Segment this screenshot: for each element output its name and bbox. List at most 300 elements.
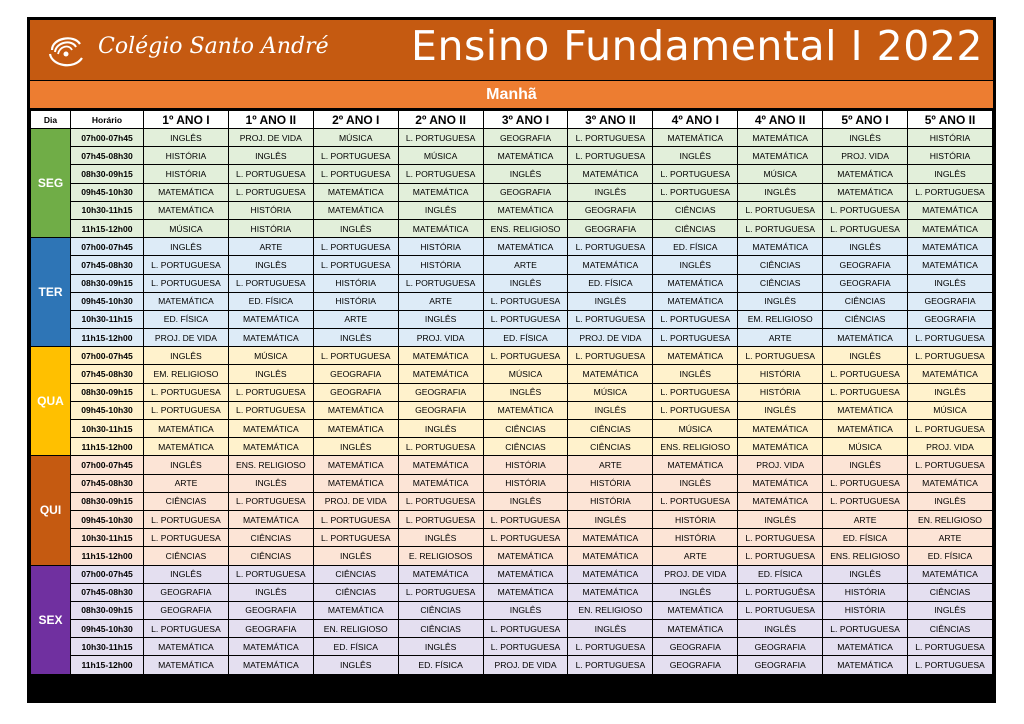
subject-cell: GEOGRAFIA	[144, 601, 229, 619]
subject-cell: HISTÓRIA	[908, 147, 993, 165]
day-label: TER	[31, 238, 71, 347]
table-row	[31, 238, 993, 256]
subject-cell: MATEMÁTICA	[738, 129, 823, 147]
subject-cell: MATEMÁTICA	[908, 201, 993, 219]
subject-cell: GEOGRAFIA	[144, 583, 229, 601]
subject-cell: MÚSICA	[313, 129, 398, 147]
day-label: SEX	[31, 565, 71, 674]
time-slot: 07h00-07h45	[71, 238, 144, 256]
subject-cell: INGLÊS	[313, 547, 398, 565]
subject-cell: MATEMÁTICA	[144, 438, 229, 456]
subject-cell: L. PORTUGUESA	[398, 165, 483, 183]
subject-cell: CIÊNCIAS	[738, 256, 823, 274]
time-slot: 09h45-10h30	[71, 510, 144, 528]
subject-cell: L. PORTUGUESA	[908, 456, 993, 474]
subject-cell: ENS. RELIGIOSO	[228, 456, 313, 474]
subject-cell: GEOGRAFIA	[823, 274, 908, 292]
subject-cell: GEOGRAFIA	[653, 638, 738, 656]
subject-cell: L. PORTUGUESA	[568, 129, 653, 147]
subject-cell: L. PORTUGUESA	[738, 529, 823, 547]
subject-cell: PROJ. DE VIDA	[228, 129, 313, 147]
subject-cell: MATEMÁTICA	[738, 492, 823, 510]
schedule-frame	[27, 17, 996, 703]
subject-cell: L. PORTUGUESA	[228, 274, 313, 292]
subject-cell: MATEMÁTICA	[398, 456, 483, 474]
table-row	[31, 601, 993, 619]
subject-cell: MÚSICA	[483, 365, 568, 383]
subject-cell: MATEMÁTICA	[908, 474, 993, 492]
subject-cell: L. PORTUGUESA	[144, 510, 229, 528]
subject-cell: MATEMÁTICA	[568, 165, 653, 183]
subject-cell: ED. FÍSICA	[483, 329, 568, 347]
class-column-header: 3º ANO II	[568, 111, 653, 129]
subject-cell: CIÊNCIAS	[653, 219, 738, 237]
subject-cell: GEOGRAFIA	[398, 383, 483, 401]
subject-cell: INGLÊS	[313, 329, 398, 347]
table-row	[31, 347, 993, 365]
subject-cell: L. PORTUGUESA	[568, 310, 653, 328]
subject-cell: HISTÓRIA	[144, 165, 229, 183]
timetable-body	[31, 129, 993, 675]
subject-cell: MATEMÁTICA	[823, 420, 908, 438]
subject-cell: L. PORTUGUESA	[568, 656, 653, 674]
subject-cell: INGLÊS	[823, 565, 908, 583]
subject-cell: L. PORTUGUESA	[313, 238, 398, 256]
subject-cell: ARTE	[653, 547, 738, 565]
subject-cell: MATEMÁTICA	[823, 656, 908, 674]
subject-cell: MATEMÁTICA	[398, 347, 483, 365]
subject-cell: MÚSICA	[568, 383, 653, 401]
time-slot: 08h30-09h15	[71, 383, 144, 401]
subject-cell: MATEMÁTICA	[568, 365, 653, 383]
subject-cell: L. PORTUGUESA	[313, 165, 398, 183]
table-row	[31, 183, 993, 201]
subject-cell: L. PORTUGUESA	[908, 656, 993, 674]
subject-cell: MATEMÁTICA	[483, 583, 568, 601]
subject-cell: MATEMÁTICA	[144, 292, 229, 310]
time-slot: 09h45-10h30	[71, 620, 144, 638]
subject-cell: CIÊNCIAS	[313, 583, 398, 601]
subject-cell: L. PORTUGUESA	[653, 401, 738, 419]
subject-cell: MATEMÁTICA	[908, 365, 993, 383]
subject-cell: L. PORTUGUESA	[823, 383, 908, 401]
subject-cell: MATEMÁTICA	[653, 347, 738, 365]
subject-cell: PROJ. VIDA	[908, 438, 993, 456]
subject-cell: INGLÊS	[144, 129, 229, 147]
subject-cell: MATEMÁTICA	[228, 638, 313, 656]
subject-cell: L. PORTUGUESA	[908, 347, 993, 365]
subject-cell: HISTÓRIA	[823, 583, 908, 601]
subject-cell: HISTÓRIA	[398, 256, 483, 274]
subject-cell: MATEMÁTICA	[823, 401, 908, 419]
subject-cell: INGLÊS	[313, 219, 398, 237]
subject-cell: MÚSICA	[823, 438, 908, 456]
subject-cell: INGLÊS	[398, 310, 483, 328]
subject-cell: INGLÊS	[653, 583, 738, 601]
class-column-header: 2º ANO II	[398, 111, 483, 129]
subject-cell: GEOGRAFIA	[823, 256, 908, 274]
subject-cell: L. PORTUGUESA	[398, 492, 483, 510]
subject-cell: HISTÓRIA	[653, 510, 738, 528]
subject-cell: ARTE	[144, 474, 229, 492]
subject-cell: CIÊNCIAS	[483, 438, 568, 456]
subject-cell: MATEMÁTICA	[483, 201, 568, 219]
subject-cell: MATEMÁTICA	[144, 201, 229, 219]
subject-cell: MATEMÁTICA	[144, 183, 229, 201]
time-slot: 07h45-08h30	[71, 583, 144, 601]
subject-cell: MATEMÁTICA	[568, 529, 653, 547]
subject-cell: L. PORTUGUESA	[483, 292, 568, 310]
subject-cell: HISTÓRIA	[228, 201, 313, 219]
table-row	[31, 310, 993, 328]
subject-cell: L. PORTUGUESA	[228, 492, 313, 510]
subject-cell: INGLÊS	[568, 292, 653, 310]
table-row	[31, 274, 993, 292]
time-slot: 07h00-07h45	[71, 347, 144, 365]
subject-cell: L. PORTUGUESA	[823, 474, 908, 492]
class-column-header: 3º ANO I	[483, 111, 568, 129]
subject-cell: ED. FÍSICA	[908, 547, 993, 565]
header-banner	[30, 20, 993, 80]
subject-cell: CIÊNCIAS	[228, 547, 313, 565]
subject-cell: MATEMÁTICA	[738, 147, 823, 165]
subject-cell: L. PORTUGUESA	[738, 201, 823, 219]
subject-cell: EM. RELIGIOSO	[738, 310, 823, 328]
subject-cell: L. PORTUGUESA	[908, 638, 993, 656]
subject-cell: MATEMÁTICA	[568, 565, 653, 583]
subject-cell: GEOGRAFIA	[738, 656, 823, 674]
subject-cell: INGLÊS	[738, 183, 823, 201]
class-column-header: 5º ANO II	[908, 111, 993, 129]
subject-cell: L. PORTUGUESA	[398, 274, 483, 292]
subject-cell: ARTE	[398, 292, 483, 310]
time-slot: 08h30-09h15	[71, 274, 144, 292]
table-row	[31, 547, 993, 565]
table-row	[31, 401, 993, 419]
subject-cell: GEOGRAFIA	[313, 383, 398, 401]
subject-cell: MATEMÁTICA	[483, 238, 568, 256]
subject-cell: ENS. RELIGIOSO	[653, 438, 738, 456]
table-row	[31, 620, 993, 638]
subject-cell: ARTE	[738, 329, 823, 347]
subject-cell: GEOGRAFIA	[568, 219, 653, 237]
table-row	[31, 219, 993, 237]
subject-cell: INGLÊS	[823, 129, 908, 147]
subject-cell: INGLÊS	[823, 347, 908, 365]
table-row	[31, 420, 993, 438]
subject-cell: L. PORTUGUESA	[568, 347, 653, 365]
subject-cell: INGLÊS	[483, 274, 568, 292]
table-row	[31, 510, 993, 528]
subject-cell: MÚSICA	[398, 147, 483, 165]
subject-cell: CIÊNCIAS	[398, 601, 483, 619]
subject-cell: EN. RELIGIOSO	[568, 601, 653, 619]
subject-cell: MATEMÁTICA	[144, 420, 229, 438]
subject-cell: L. PORTUGUESA	[653, 329, 738, 347]
time-slot: 08h30-09h15	[71, 492, 144, 510]
subject-cell: CIÊNCIAS	[568, 420, 653, 438]
subject-cell: ED. FÍSICA	[738, 565, 823, 583]
subject-cell: INGLÊS	[823, 238, 908, 256]
subject-cell: MATEMÁTICA	[653, 274, 738, 292]
subject-cell: MÚSICA	[908, 401, 993, 419]
table-row	[31, 565, 993, 583]
subject-cell: INGLÊS	[908, 165, 993, 183]
subject-cell: MATEMÁTICA	[483, 547, 568, 565]
subject-cell: MATEMÁTICA	[653, 129, 738, 147]
subject-cell: ARTE	[313, 310, 398, 328]
subject-cell: L. PORTUGUESA	[228, 401, 313, 419]
subject-cell: INGLÊS	[653, 256, 738, 274]
subject-cell: L. PORTUGUESA	[483, 620, 568, 638]
day-label: QUI	[31, 456, 71, 565]
subject-cell: L. PORTUGUESA	[144, 383, 229, 401]
subject-cell: L. PORTUGUESA	[398, 129, 483, 147]
subject-cell: MATEMÁTICA	[313, 201, 398, 219]
subject-cell: L. PORTUGUESA	[483, 310, 568, 328]
subject-cell: GEOGRAFIA	[313, 365, 398, 383]
subject-cell: INGLÊS	[483, 492, 568, 510]
class-column-header: 5º ANO I	[823, 111, 908, 129]
subject-cell: L. PORTUGUESA	[144, 529, 229, 547]
subject-cell: INGLÊS	[228, 256, 313, 274]
subject-cell: L. PORTUGUESA	[823, 219, 908, 237]
subject-cell: CIÊNCIAS	[144, 547, 229, 565]
table-header-row	[31, 111, 993, 129]
subject-cell: L. PORTUGUESA	[568, 147, 653, 165]
time-slot: 10h30-11h15	[71, 420, 144, 438]
subject-cell: MATEMÁTICA	[313, 183, 398, 201]
subject-cell: L. PORTUGUESA	[823, 620, 908, 638]
subject-cell: INGLÊS	[228, 474, 313, 492]
timetable	[30, 110, 993, 675]
subject-cell: HISTÓRIA	[144, 147, 229, 165]
class-column-header: 1º ANO II	[228, 111, 313, 129]
subject-cell: HISTÓRIA	[653, 529, 738, 547]
subject-cell: HISTÓRIA	[738, 365, 823, 383]
subject-cell: MATEMÁTICA	[313, 474, 398, 492]
subject-cell: L. PORTUGUESA	[313, 510, 398, 528]
subject-cell: PROJ. VIDA	[738, 456, 823, 474]
subject-cell: CIÊNCIAS	[908, 620, 993, 638]
subject-cell: PROJ. DE VIDA	[653, 565, 738, 583]
subject-cell: INGLÊS	[908, 383, 993, 401]
subject-cell: INGLÊS	[823, 456, 908, 474]
subject-cell: CIÊNCIAS	[738, 274, 823, 292]
table-row	[31, 165, 993, 183]
subject-cell: MATEMÁTICA	[908, 219, 993, 237]
subject-cell: ED. FÍSICA	[313, 638, 398, 656]
subject-cell: MATEMÁTICA	[483, 147, 568, 165]
time-slot: 09h45-10h30	[71, 401, 144, 419]
subject-cell: MATEMÁTICA	[398, 474, 483, 492]
day-column-header: Dia	[31, 111, 71, 129]
subject-cell: PROJ. DE VIDA	[313, 492, 398, 510]
subject-cell: INGLÊS	[653, 147, 738, 165]
subject-cell: INGLÊS	[483, 165, 568, 183]
day-label: QUA	[31, 347, 71, 456]
subject-cell: CIÊNCIAS	[398, 620, 483, 638]
subject-cell: L. PORTUGUESA	[738, 347, 823, 365]
subject-cell: PROJ. DE VIDA	[483, 656, 568, 674]
time-slot: 10h30-11h15	[71, 201, 144, 219]
subject-cell: INGLÊS	[568, 620, 653, 638]
subject-cell: MATEMÁTICA	[483, 401, 568, 419]
subject-cell: MATEMÁTICA	[144, 656, 229, 674]
subject-cell: L. PORTUGUESA	[823, 365, 908, 383]
day-label: SEG	[31, 129, 71, 238]
subject-cell: L. PORTUGUESA	[483, 638, 568, 656]
subject-cell: MATEMÁTICA	[568, 583, 653, 601]
table-row	[31, 456, 993, 474]
subject-cell: L. PORTUGUESA	[653, 183, 738, 201]
subject-cell: PROJ. VIDA	[823, 147, 908, 165]
subject-cell: ENS. RELIGIOSO	[823, 547, 908, 565]
subject-cell: GEOGRAFIA	[483, 183, 568, 201]
time-slot: 10h30-11h15	[71, 638, 144, 656]
subject-cell: L. PORTUGUESA	[653, 165, 738, 183]
subject-cell: INGLÊS	[144, 456, 229, 474]
time-slot: 10h30-11h15	[71, 529, 144, 547]
subject-cell: L. PORTUGUESA	[228, 183, 313, 201]
subject-cell: MATEMÁTICA	[313, 420, 398, 438]
subject-cell: EN. RELIGIOSO	[908, 510, 993, 528]
subject-cell: L. PORTUGUESA	[313, 256, 398, 274]
subject-cell: HISTÓRIA	[568, 474, 653, 492]
subject-cell: INGLÊS	[144, 238, 229, 256]
time-slot: 11h15-12h00	[71, 329, 144, 347]
time-slot: 11h15-12h00	[71, 547, 144, 565]
time-column-header: Horário	[71, 111, 144, 129]
subject-cell: L. PORTUGUESA	[483, 529, 568, 547]
subject-cell: MATEMÁTICA	[653, 456, 738, 474]
subject-cell: INGLÊS	[398, 529, 483, 547]
table-row	[31, 256, 993, 274]
subject-cell: INGLÊS	[228, 147, 313, 165]
subject-cell: MATEMÁTICA	[738, 474, 823, 492]
table-row	[31, 147, 993, 165]
subject-cell: GEOGRAFIA	[568, 201, 653, 219]
subject-cell: MATEMÁTICA	[483, 565, 568, 583]
subject-cell: L. PORTUGUESA	[483, 510, 568, 528]
table-row	[31, 656, 993, 674]
subject-cell: MATEMÁTICA	[823, 165, 908, 183]
time-slot: 10h30-11h15	[71, 310, 144, 328]
table-row	[31, 201, 993, 219]
subject-cell: L. PORTUGUESA	[823, 201, 908, 219]
table-row	[31, 329, 993, 347]
subject-cell: EM. RELIGIOSO	[144, 365, 229, 383]
subject-cell: HISTÓRIA	[313, 292, 398, 310]
subject-cell: L. PORTUGUESA	[228, 165, 313, 183]
subject-cell: MATEMÁTICA	[228, 438, 313, 456]
subject-cell: L. PORTUGUESA	[653, 492, 738, 510]
subject-cell: HISTÓRIA	[313, 274, 398, 292]
subject-cell: INGLÊS	[738, 292, 823, 310]
subject-cell: CIÊNCIAS	[144, 492, 229, 510]
subject-cell: ENS. RELIGIOSO	[483, 219, 568, 237]
subject-cell: E. RELIGIOSOS	[398, 547, 483, 565]
subject-cell: INGLÊS	[738, 510, 823, 528]
subject-cell: L. PORTUGUESA	[144, 256, 229, 274]
class-column-header: 4º ANO II	[738, 111, 823, 129]
time-slot: 09h45-10h30	[71, 292, 144, 310]
subject-cell: INGLÊS	[908, 274, 993, 292]
subject-cell: MATEMÁTICA	[738, 438, 823, 456]
subject-cell: MATEMÁTICA	[738, 238, 823, 256]
subject-cell: GEOGRAFIA	[483, 129, 568, 147]
subject-cell: HISTÓRIA	[483, 474, 568, 492]
table-row	[31, 529, 993, 547]
table-row	[31, 383, 993, 401]
subject-cell: L. PORTUGUESA	[144, 401, 229, 419]
subject-cell: MATEMÁTICA	[228, 310, 313, 328]
time-slot: 07h00-07h45	[71, 456, 144, 474]
time-slot: 11h15-12h00	[71, 656, 144, 674]
subject-cell: PROJ. DE VIDA	[144, 329, 229, 347]
time-slot: 09h45-10h30	[71, 183, 144, 201]
class-column-header: 4º ANO I	[653, 111, 738, 129]
subject-cell: INGLÊS	[908, 601, 993, 619]
subject-cell: MATEMÁTICA	[228, 656, 313, 674]
subject-cell: MATEMÁTICA	[398, 219, 483, 237]
subject-cell: MATEMÁTICA	[228, 420, 313, 438]
table-row	[31, 438, 993, 456]
subject-cell: MATEMÁTICA	[313, 601, 398, 619]
subject-cell: ED. FÍSICA	[398, 656, 483, 674]
subject-cell: L. PORTUGUESA	[398, 510, 483, 528]
subject-cell: MATEMÁTICA	[313, 456, 398, 474]
subject-cell: INGLÊS	[398, 638, 483, 656]
subject-cell: ARTE	[568, 456, 653, 474]
subject-cell: MATEMÁTICA	[228, 329, 313, 347]
subject-cell: L. PORTUGUESA	[144, 620, 229, 638]
subject-cell: L. PORTUGUESA	[313, 147, 398, 165]
subject-cell: MATEMÁTICA	[653, 292, 738, 310]
subject-cell: L. PORTUGUESA	[908, 329, 993, 347]
subject-cell: L. PORTUGUESA	[653, 383, 738, 401]
table-row	[31, 365, 993, 383]
subject-cell: HISTÓRIA	[228, 219, 313, 237]
subject-cell: MATEMÁTICA	[144, 638, 229, 656]
subject-cell: HISTÓRIA	[908, 129, 993, 147]
subject-cell: ARTE	[483, 256, 568, 274]
subject-cell: INGLÊS	[568, 401, 653, 419]
subject-cell: L. PORTUGUESA	[228, 565, 313, 583]
subject-cell: GEOGRAFIA	[908, 292, 993, 310]
subject-cell: L. PORTUGUESA	[398, 583, 483, 601]
subject-cell: INGLÊS	[568, 183, 653, 201]
time-slot: 07h45-08h30	[71, 147, 144, 165]
subject-cell: L. PORTUGUESA	[144, 274, 229, 292]
time-slot: 08h30-09h15	[71, 601, 144, 619]
subject-cell: INGLÊS	[738, 620, 823, 638]
subject-cell: MATEMÁTICA	[653, 601, 738, 619]
subject-cell: INGLÊS	[144, 565, 229, 583]
subject-cell: MATEMÁTICA	[908, 256, 993, 274]
subject-cell: L. PORTUGUESA	[398, 438, 483, 456]
class-column-header: 1º ANO I	[144, 111, 229, 129]
subject-cell: CIÊNCIAS	[908, 583, 993, 601]
subject-cell: MATEMÁTICA	[568, 547, 653, 565]
subject-cell: L. PORTUGUESA	[568, 638, 653, 656]
subject-cell: MATEMÁTICA	[398, 365, 483, 383]
subject-cell: CIÊNCIAS	[653, 201, 738, 219]
subject-cell: ED. FÍSICA	[144, 310, 229, 328]
subject-cell: HISTÓRIA	[738, 383, 823, 401]
subject-cell: MATEMÁTICA	[228, 510, 313, 528]
page-title: Ensino Fundamental I 2022	[411, 22, 983, 70]
